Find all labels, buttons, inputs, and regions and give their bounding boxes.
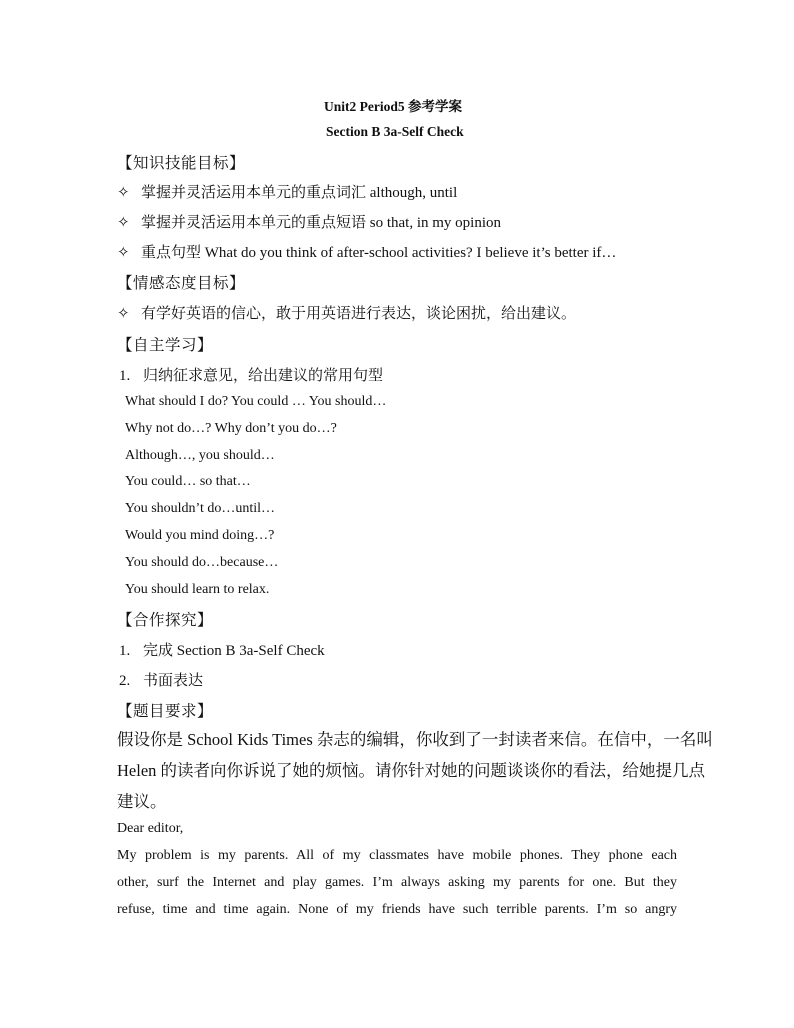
goals-header: 【知识技能目标】 — [117, 155, 246, 172]
bullet-icon: ✧ — [117, 245, 130, 261]
item-number: 2. — [119, 673, 131, 689]
goal-item — [117, 181, 457, 202]
goal-item — [117, 241, 616, 262]
self-study-text: 归纳征求意见，给出建议的常用句型 — [143, 368, 384, 384]
pattern-line: You could… so that… — [125, 474, 251, 489]
coop-item — [119, 639, 325, 660]
pattern-line: Would you mind doing…? — [125, 528, 275, 543]
self-study-header: 【自主学习】 — [117, 337, 214, 354]
bullet-icon: ✧ — [117, 185, 130, 201]
letter-line: refuse, time and time again. None of my friends have such terrible parents. I’m so angry — [117, 902, 677, 917]
coop-header: 【合作探究】 — [117, 612, 214, 629]
pattern-line: You shouldn’t do…until… — [125, 501, 276, 516]
coop-text: 书面表达 — [143, 673, 204, 689]
attitude-header: 【情感态度目标】 — [117, 275, 246, 292]
task-header: 【题目要求】 — [117, 703, 214, 720]
bullet-icon: ✧ — [117, 306, 130, 322]
task-line: 假设你是 School Kids Times 杂志的编辑，你收到了一封读者来信。在信中，一名叫 — [117, 730, 713, 749]
bullet-icon: ✧ — [117, 215, 130, 231]
pattern-line: You should learn to relax. — [125, 582, 270, 597]
task-line: 建议。 — [117, 792, 167, 811]
goal-text: 掌握并灵活运用本单元的重点词汇 although, until — [141, 185, 458, 201]
item-number: 1. — [119, 643, 131, 659]
goal-text: 掌握并灵活运用本单元的重点短语 so that, in my opinion — [141, 215, 502, 231]
page-title: Unit2 Period5 参考学案 — [324, 99, 462, 114]
letter-line: My problem is my parents. All of my classmates have mobile phones. They phone each — [117, 848, 677, 863]
attitude-text: 有学好英语的信心，敢于用英语进行表达，谈论困扰，给出建议。 — [141, 306, 577, 322]
pattern-line: Although…, you should… — [125, 448, 275, 463]
goal-item — [117, 211, 501, 232]
letter-greeting: Dear editor, — [117, 821, 184, 836]
task-line: Helen 的读者向你诉说了她的烦恼。请你针对她的问题谈谈你的看法，给她提几点 — [117, 761, 706, 780]
goal-text: 重点句型 What do you think of after-school activities? I believe it’s better if… — [141, 245, 617, 261]
pattern-line: What should I do? You could … You should… — [125, 394, 387, 409]
page-subtitle: Section B 3a-Self Check — [326, 124, 464, 139]
coop-text: 完成 Section B 3a-Self Check — [143, 643, 325, 659]
pattern-line: Why not do…? Why don’t you do…? — [125, 421, 337, 436]
attitude-item — [117, 302, 576, 323]
letter-line: other, surf the Internet and play games. I’m always asking my parents for one. But they — [117, 875, 677, 890]
coop-item — [119, 669, 203, 690]
self-study-item — [119, 364, 383, 385]
pattern-line: You should do…because… — [125, 555, 279, 570]
item-number: 1. — [119, 368, 131, 384]
